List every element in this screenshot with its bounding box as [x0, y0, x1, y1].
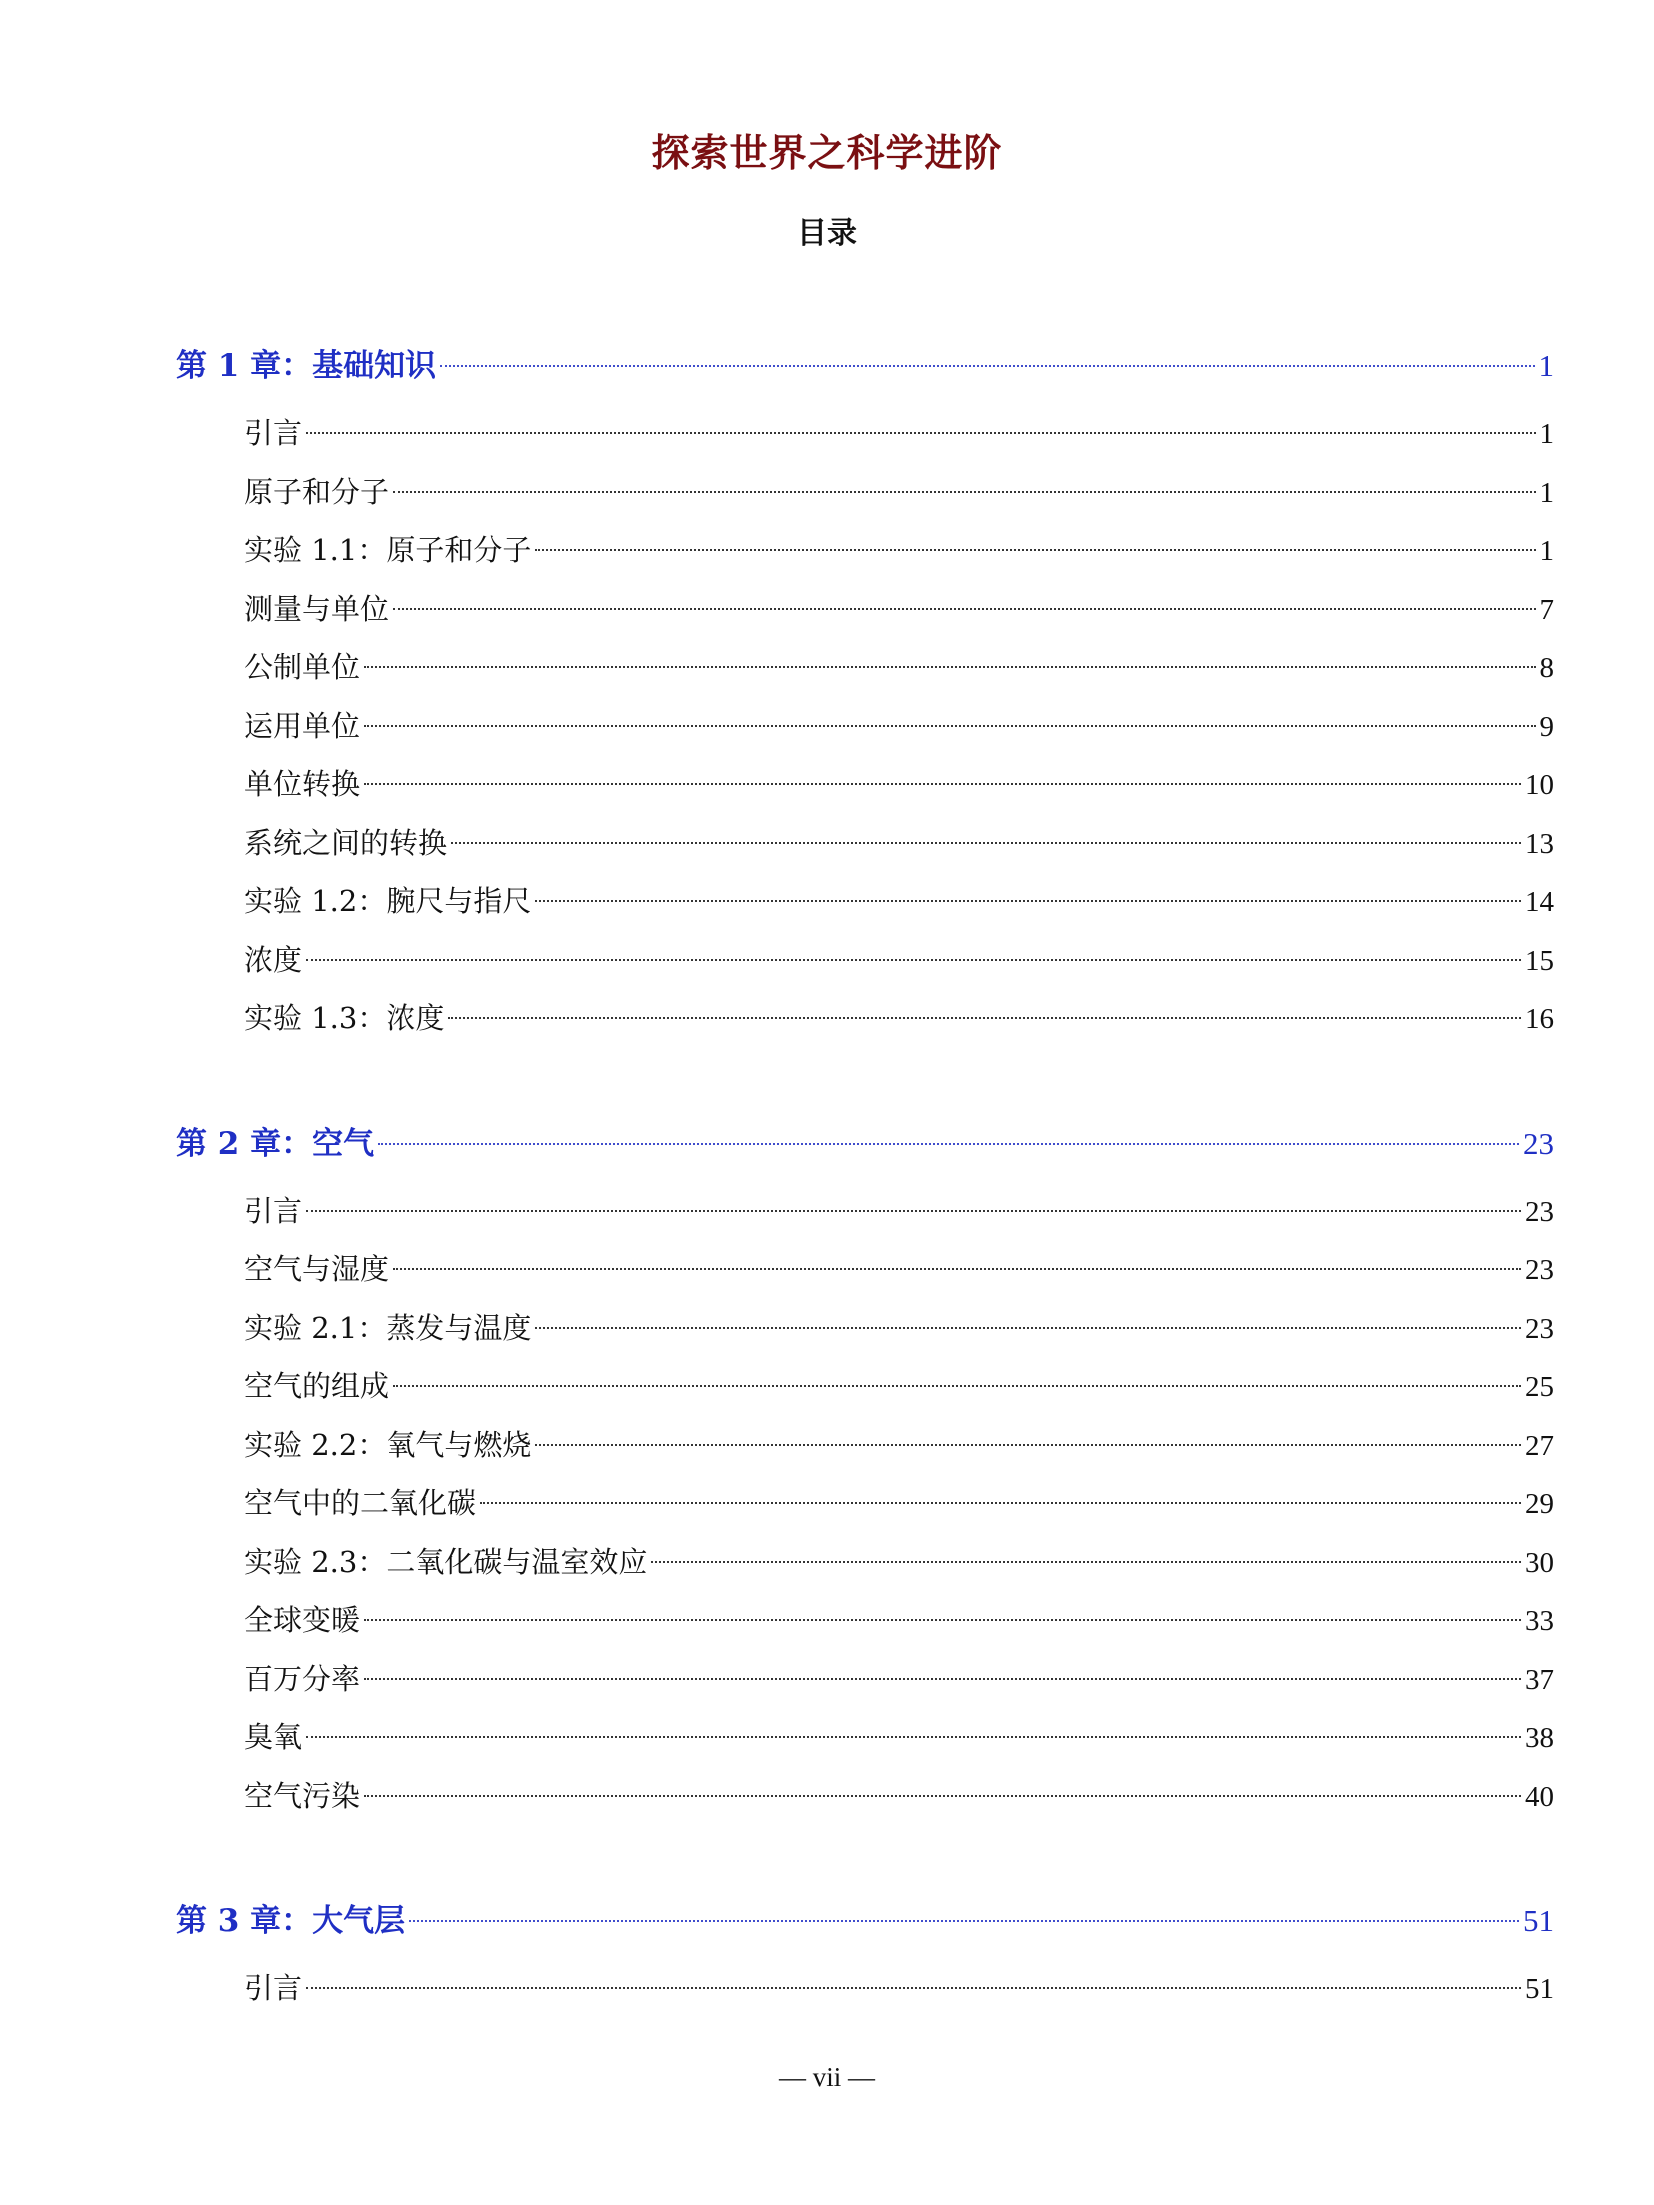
- dot-leader: [393, 491, 1535, 493]
- toc-entry[interactable]: [176, 1357, 1554, 1416]
- toc-entry[interactable]: [176, 1959, 1554, 2018]
- page-number: 25: [1525, 1371, 1554, 1403]
- dot-leader: [306, 959, 1521, 961]
- page-number: 23: [1525, 1254, 1554, 1286]
- entry-title: 空气与湿度: [244, 1252, 390, 1286]
- toc-heading: 目录: [797, 216, 857, 251]
- page-number: 29: [1525, 1488, 1554, 1520]
- page-number: 1: [1539, 535, 1554, 567]
- toc-entry[interactable]: [176, 755, 1554, 814]
- toc-chapter-link[interactable]: [176, 336, 1554, 396]
- dot-leader: [535, 1444, 1521, 1446]
- dot-leader: [364, 783, 1521, 785]
- toc-entry[interactable]: [176, 814, 1554, 873]
- toc-entry[interactable]: [176, 931, 1554, 990]
- dot-leader: [364, 1619, 1521, 1621]
- entry-title: 引言: [244, 1971, 303, 2005]
- page-number: 33: [1525, 1605, 1554, 1637]
- dot-leader: [364, 666, 1535, 668]
- chapter-title: 第 3 章：大气层: [176, 1903, 406, 1939]
- dot-leader: [451, 842, 1521, 844]
- dot-leader: [364, 1678, 1521, 1680]
- entry-title: 公制单位: [244, 650, 361, 684]
- dot-leader: [535, 900, 1521, 902]
- page-number: 40: [1525, 1780, 1554, 1813]
- page-number: 9: [1539, 710, 1554, 743]
- dot-leader: [306, 1987, 1521, 1989]
- page-number: 13: [1525, 827, 1554, 860]
- toc-entry[interactable]: [176, 1299, 1554, 1358]
- page-number: 23: [1525, 1195, 1554, 1228]
- page-number: 37: [1525, 1663, 1554, 1696]
- toc-entry[interactable]: [176, 1240, 1554, 1299]
- toc-entry[interactable]: [176, 1416, 1554, 1475]
- dot-leader: [535, 1327, 1521, 1329]
- toc-entry[interactable]: [176, 404, 1554, 463]
- entry-title: 空气的组成: [244, 1369, 390, 1403]
- toc-chapter-link[interactable]: [176, 1891, 1554, 1951]
- page-number: 16: [1525, 1003, 1554, 1035]
- page-number: 10: [1525, 769, 1554, 801]
- entry-title: 测量与单位: [244, 591, 390, 626]
- toc-entry[interactable]: [176, 1474, 1554, 1533]
- page-number: 38: [1525, 1722, 1554, 1754]
- entry-title: 实验 2.1：蒸发与温度: [244, 1310, 532, 1345]
- toc-entry[interactable]: [176, 1767, 1554, 1826]
- toc-chapter-link[interactable]: [176, 1114, 1554, 1174]
- chapter-title: 第 1 章：基础知识: [176, 348, 437, 384]
- dot-leader: [448, 1017, 1521, 1019]
- dot-leader: [378, 1143, 1519, 1145]
- toc-entry[interactable]: [176, 697, 1554, 756]
- entry-title: 全球变暖: [244, 1603, 361, 1637]
- page-number: 23: [1523, 1125, 1554, 1161]
- entry-title: 原子和分子: [244, 474, 390, 509]
- page-title: 探索世界之科学进阶: [651, 130, 1003, 175]
- chapter-2: [176, 1114, 1554, 1826]
- toc-entry[interactable]: [176, 1533, 1554, 1592]
- dot-leader: [364, 1795, 1521, 1797]
- toc-entry[interactable]: [176, 580, 1554, 639]
- entry-title: 百万分率: [244, 1661, 361, 1696]
- page-number: 7: [1539, 593, 1554, 626]
- entry-title: 臭氧: [244, 1720, 303, 1754]
- dot-leader: [393, 1268, 1521, 1270]
- toc-entry[interactable]: [176, 872, 1554, 931]
- dot-leader: [306, 432, 1535, 434]
- entry-title: 实验 2.2：氧气与燃烧: [244, 1427, 532, 1462]
- toc-entry[interactable]: [176, 638, 1554, 697]
- entry-title: 引言: [244, 1193, 303, 1228]
- entry-title: 空气中的二氧化碳: [244, 1486, 477, 1520]
- entry-title: 运用单位: [244, 708, 361, 743]
- dot-leader: [306, 1210, 1521, 1212]
- entry-title: 实验 2.3：二氧化碳与温室效应: [244, 1544, 648, 1579]
- entry-title: 单位转换: [244, 767, 361, 801]
- toc-entry[interactable]: [176, 1650, 1554, 1709]
- page-number: 23: [1525, 1312, 1554, 1345]
- dot-leader: [535, 549, 1535, 551]
- page-number: 27: [1525, 1429, 1554, 1462]
- page-number: 1: [1539, 476, 1554, 509]
- dot-leader: [393, 1385, 1521, 1387]
- toc-entry[interactable]: [176, 463, 1554, 522]
- entry-title: 空气污染: [244, 1778, 361, 1813]
- page-footer-number: — vii —: [778, 2062, 875, 2092]
- chapter-3: [176, 1891, 1554, 2018]
- page-number: 51: [1525, 1973, 1554, 2005]
- entry-title: 实验 1.2：腕尺与指尺: [244, 884, 532, 918]
- table-of-contents: [176, 336, 1554, 2018]
- toc-entry[interactable]: [176, 1708, 1554, 1767]
- dot-leader: [409, 1920, 1519, 1922]
- dot-leader: [440, 365, 1534, 367]
- dot-leader: [364, 725, 1535, 727]
- toc-entry[interactable]: [176, 521, 1554, 580]
- page-number: 1: [1538, 348, 1554, 383]
- entry-title: 系统之间的转换: [244, 825, 448, 860]
- entry-title: 浓度: [244, 942, 303, 977]
- entry-title: 引言: [244, 416, 303, 450]
- dot-leader: [393, 608, 1535, 610]
- dot-leader: [480, 1502, 1521, 1504]
- page-number: 30: [1525, 1546, 1554, 1579]
- chapter-1: [176, 336, 1554, 1048]
- dot-leader: [651, 1561, 1521, 1563]
- page-number: 15: [1525, 944, 1554, 977]
- entry-title: 实验 1.3：浓度: [244, 1001, 445, 1035]
- dot-leader: [306, 1736, 1521, 1738]
- entry-title: 实验 1.1：原子和分子: [244, 533, 532, 567]
- page-number: 8: [1539, 652, 1554, 684]
- toc-entry[interactable]: [176, 989, 1554, 1048]
- page-number: 14: [1525, 886, 1554, 918]
- toc-entry[interactable]: [176, 1182, 1554, 1241]
- page-number: 1: [1539, 418, 1554, 450]
- page-number: 51: [1523, 1903, 1554, 1938]
- chapter-title: 第 2 章：空气: [176, 1125, 375, 1162]
- toc-entry[interactable]: [176, 1591, 1554, 1650]
